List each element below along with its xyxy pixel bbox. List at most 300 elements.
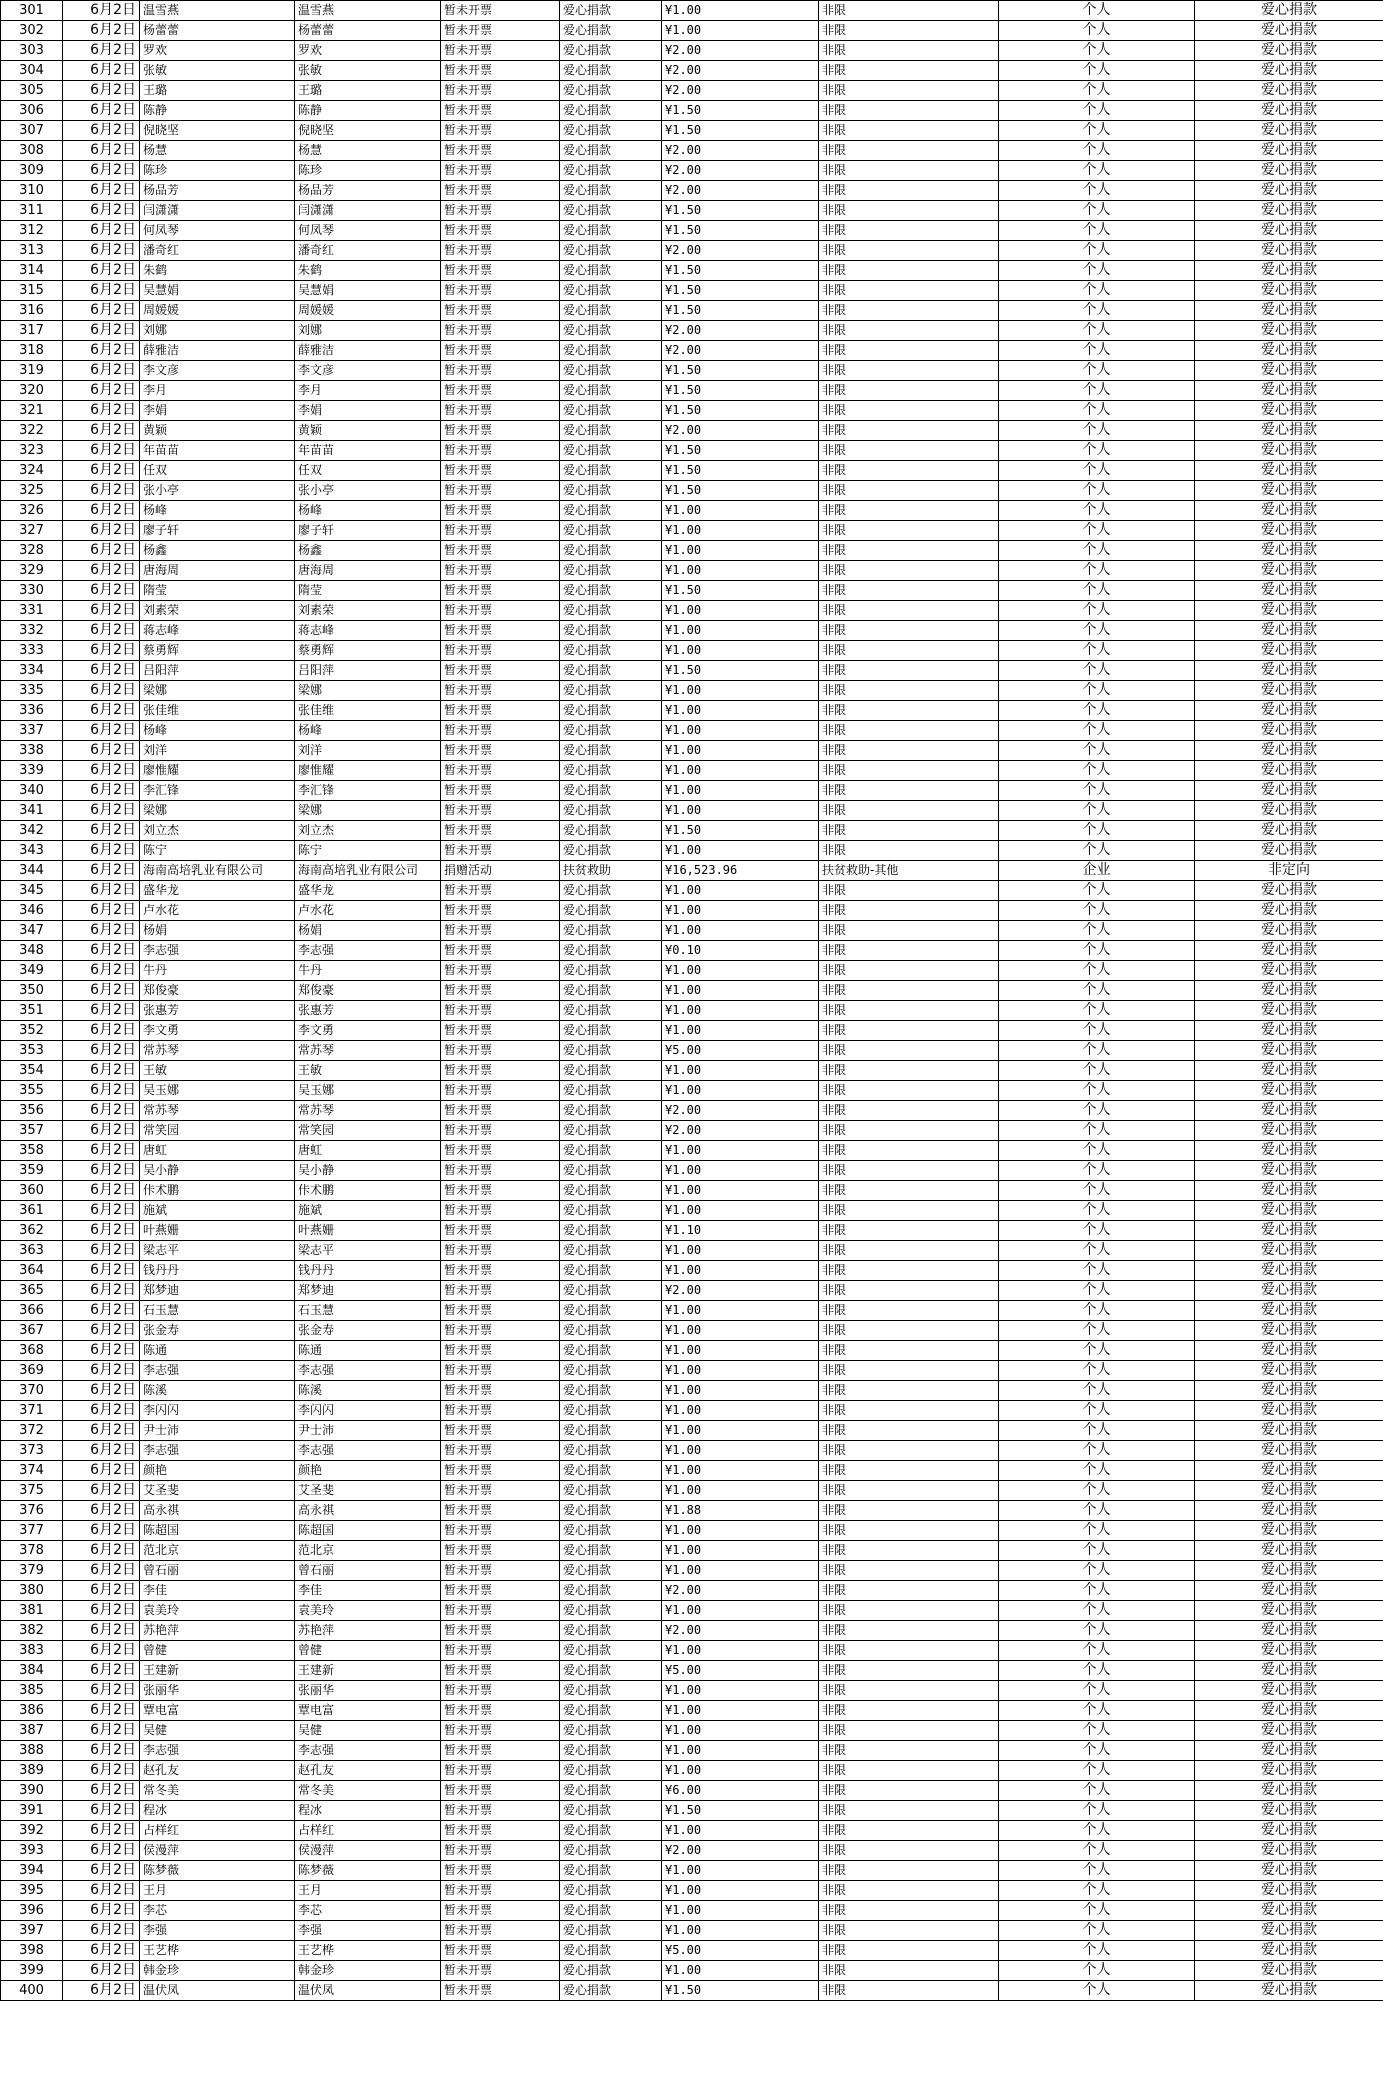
- date-cell: 6月2日: [63, 261, 140, 281]
- purpose-cell: 爱心捐款: [1195, 261, 1383, 281]
- invoice-status-cell: 暂未开票: [441, 581, 560, 601]
- payer-name-cell: 佧术鹏: [295, 1181, 441, 1201]
- row-number-cell: 351: [1, 1001, 63, 1021]
- restriction-cell: 非限: [819, 381, 999, 401]
- invoice-status-cell: 暂未开票: [441, 1561, 560, 1581]
- date-cell: 6月2日: [63, 961, 140, 981]
- purpose-cell: 爱心捐款: [1195, 701, 1383, 721]
- restriction-cell: 非限: [819, 41, 999, 61]
- amount-cell: ¥1.00: [662, 701, 819, 721]
- table-row: [1, 481, 1383, 501]
- invoice-status-cell: 暂未开票: [441, 1921, 560, 1941]
- purpose-cell: 爱心捐款: [1195, 621, 1383, 641]
- purpose-cell: 爱心捐款: [1195, 1801, 1383, 1821]
- table-row: [1, 1381, 1383, 1401]
- donation-category-cell: 爱心捐款: [560, 901, 662, 921]
- donation-category-cell: 爱心捐款: [560, 1541, 662, 1561]
- amount-cell: ¥1.00: [662, 1961, 819, 1981]
- restriction-cell: 非限: [819, 1701, 999, 1721]
- donation-category-cell: 爱心捐款: [560, 921, 662, 941]
- purpose-cell: 爱心捐款: [1195, 1721, 1383, 1741]
- row-number-cell: 384: [1, 1661, 63, 1681]
- purpose-cell: 爱心捐款: [1195, 1421, 1383, 1441]
- row-number-cell: 385: [1, 1681, 63, 1701]
- table-row: [1, 1541, 1383, 1561]
- date-cell: 6月2日: [63, 1501, 140, 1521]
- donor-name-cell: 郑俊豪: [140, 981, 295, 1001]
- table-row: [1, 1501, 1383, 1521]
- restriction-cell: 非限: [819, 661, 999, 681]
- table-row: [1, 81, 1383, 101]
- date-cell: 6月2日: [63, 1701, 140, 1721]
- purpose-cell: 爱心捐款: [1195, 1401, 1383, 1421]
- restriction-cell: 非限: [819, 781, 999, 801]
- purpose-cell: 爱心捐款: [1195, 1701, 1383, 1721]
- restriction-cell: 非限: [819, 681, 999, 701]
- donor-name-cell: 张敏: [140, 61, 295, 81]
- invoice-status-cell: 暂未开票: [441, 1961, 560, 1981]
- date-cell: 6月2日: [63, 861, 140, 881]
- donation-category-cell: 爱心捐款: [560, 581, 662, 601]
- table-row: [1, 321, 1383, 341]
- row-number-cell: 318: [1, 341, 63, 361]
- donation-category-cell: 爱心捐款: [560, 1121, 662, 1141]
- donor-name-cell: 侯漫萍: [140, 1841, 295, 1861]
- row-number-cell: 305: [1, 81, 63, 101]
- donor-name-cell: 陈通: [140, 1341, 295, 1361]
- row-number-cell: 397: [1, 1921, 63, 1941]
- restriction-cell: 非限: [819, 1781, 999, 1801]
- payer-name-cell: 李志强: [295, 1361, 441, 1381]
- donation-category-cell: 爱心捐款: [560, 41, 662, 61]
- row-number-cell: 386: [1, 1701, 63, 1721]
- restriction-cell: 非限: [819, 421, 999, 441]
- payer-name-cell: 李汇锋: [295, 781, 441, 801]
- restriction-cell: 非限: [819, 1361, 999, 1381]
- payer-name-cell: 常冬美: [295, 1781, 441, 1801]
- row-number-cell: 316: [1, 301, 63, 321]
- row-number-cell: 399: [1, 1961, 63, 1981]
- donor-type-cell: 个人: [999, 881, 1195, 901]
- invoice-status-cell: 暂未开票: [441, 1581, 560, 1601]
- invoice-status-cell: 暂未开票: [441, 641, 560, 661]
- donation-category-cell: 爱心捐款: [560, 1221, 662, 1241]
- purpose-cell: 爱心捐款: [1195, 481, 1383, 501]
- purpose-cell: 爱心捐款: [1195, 241, 1383, 261]
- payer-name-cell: 唐虹: [295, 1141, 441, 1161]
- invoice-status-cell: 暂未开票: [441, 281, 560, 301]
- donor-name-cell: 陈静: [140, 101, 295, 121]
- purpose-cell: 爱心捐款: [1195, 1601, 1383, 1621]
- amount-cell: ¥1.00: [662, 721, 819, 741]
- donor-type-cell: 个人: [999, 1761, 1195, 1781]
- invoice-status-cell: 暂未开票: [441, 1701, 560, 1721]
- table-row: [1, 701, 1383, 721]
- invoice-status-cell: 暂未开票: [441, 921, 560, 941]
- row-number-cell: 308: [1, 141, 63, 161]
- row-number-cell: 354: [1, 1061, 63, 1081]
- amount-cell: ¥1.00: [662, 681, 819, 701]
- date-cell: 6月2日: [63, 621, 140, 641]
- payer-name-cell: 陈静: [295, 101, 441, 121]
- table-row: [1, 661, 1383, 681]
- restriction-cell: 非限: [819, 1521, 999, 1541]
- date-cell: 6月2日: [63, 1061, 140, 1081]
- restriction-cell: 非限: [819, 221, 999, 241]
- payer-name-cell: 黄颖: [295, 421, 441, 441]
- row-number-cell: 381: [1, 1601, 63, 1621]
- date-cell: 6月2日: [63, 761, 140, 781]
- donation-category-cell: 爱心捐款: [560, 681, 662, 701]
- row-number-cell: 321: [1, 401, 63, 421]
- donation-category-cell: 爱心捐款: [560, 1001, 662, 1021]
- table-row: [1, 1101, 1383, 1121]
- purpose-cell: 爱心捐款: [1195, 1561, 1383, 1581]
- row-number-cell: 331: [1, 601, 63, 621]
- amount-cell: ¥2.00: [662, 61, 819, 81]
- invoice-status-cell: 暂未开票: [441, 1421, 560, 1441]
- date-cell: 6月2日: [63, 941, 140, 961]
- invoice-status-cell: 暂未开票: [441, 1861, 560, 1881]
- donor-name-cell: 朱鹤: [140, 261, 295, 281]
- purpose-cell: 爱心捐款: [1195, 1321, 1383, 1341]
- table-row: [1, 381, 1383, 401]
- date-cell: 6月2日: [63, 101, 140, 121]
- purpose-cell: 爱心捐款: [1195, 501, 1383, 521]
- table-row: [1, 1161, 1383, 1181]
- donor-type-cell: 个人: [999, 621, 1195, 641]
- date-cell: 6月2日: [63, 1661, 140, 1681]
- date-cell: 6月2日: [63, 141, 140, 161]
- restriction-cell: 非限: [819, 1, 999, 21]
- date-cell: 6月2日: [63, 601, 140, 621]
- donation-category-cell: 爱心捐款: [560, 881, 662, 901]
- purpose-cell: 爱心捐款: [1195, 601, 1383, 621]
- date-cell: 6月2日: [63, 441, 140, 461]
- donor-type-cell: 个人: [999, 481, 1195, 501]
- row-number-cell: 355: [1, 1081, 63, 1101]
- restriction-cell: 非限: [819, 1621, 999, 1641]
- invoice-status-cell: 暂未开票: [441, 461, 560, 481]
- table-row: [1, 281, 1383, 301]
- donor-type-cell: 个人: [999, 1901, 1195, 1921]
- payer-name-cell: 李月: [295, 381, 441, 401]
- donor-name-cell: 曾石丽: [140, 1561, 295, 1581]
- donor-name-cell: 闫潇潇: [140, 201, 295, 221]
- donation-category-cell: 爱心捐款: [560, 1561, 662, 1581]
- invoice-status-cell: 暂未开票: [441, 81, 560, 101]
- restriction-cell: 非限: [819, 1121, 999, 1141]
- donor-name-cell: 高永祺: [140, 1501, 295, 1521]
- purpose-cell: 爱心捐款: [1195, 21, 1383, 41]
- payer-name-cell: 温雪燕: [295, 1, 441, 21]
- date-cell: 6月2日: [63, 541, 140, 561]
- row-number-cell: 323: [1, 441, 63, 461]
- table-row: [1, 1061, 1383, 1081]
- row-number-cell: 360: [1, 1181, 63, 1201]
- purpose-cell: 爱心捐款: [1195, 521, 1383, 541]
- donor-name-cell: 温伏凤: [140, 1981, 295, 2001]
- amount-cell: ¥1.00: [662, 981, 819, 1001]
- donor-type-cell: 个人: [999, 1921, 1195, 1941]
- amount-cell: ¥1.50: [662, 1981, 819, 2001]
- donor-name-cell: 赵孔友: [140, 1761, 295, 1781]
- donor-type-cell: 个人: [999, 1301, 1195, 1321]
- payer-name-cell: 盛华龙: [295, 881, 441, 901]
- donor-type-cell: 个人: [999, 1081, 1195, 1101]
- donor-type-cell: 个人: [999, 1841, 1195, 1861]
- row-number-cell: 340: [1, 781, 63, 801]
- invoice-status-cell: 暂未开票: [441, 1621, 560, 1641]
- amount-cell: ¥1.00: [662, 741, 819, 761]
- restriction-cell: 非限: [819, 1881, 999, 1901]
- payer-name-cell: 李芯: [295, 1901, 441, 1921]
- purpose-cell: 爱心捐款: [1195, 1821, 1383, 1841]
- table-row: [1, 1961, 1383, 1981]
- amount-cell: ¥1.00: [662, 1441, 819, 1461]
- restriction-cell: 非限: [819, 981, 999, 1001]
- donor-type-cell: 个人: [999, 1781, 1195, 1801]
- purpose-cell: 爱心捐款: [1195, 1341, 1383, 1361]
- donor-name-cell: 曾健: [140, 1641, 295, 1661]
- row-number-cell: 358: [1, 1141, 63, 1161]
- purpose-cell: 爱心捐款: [1195, 1921, 1383, 1941]
- donor-name-cell: 吴慧娟: [140, 281, 295, 301]
- restriction-cell: 非限: [819, 81, 999, 101]
- donation-category-cell: 爱心捐款: [560, 181, 662, 201]
- donation-category-cell: 爱心捐款: [560, 1921, 662, 1941]
- donation-category-cell: 爱心捐款: [560, 1801, 662, 1821]
- amount-cell: ¥1.00: [662, 1821, 819, 1841]
- invoice-status-cell: 暂未开票: [441, 1041, 560, 1061]
- invoice-status-cell: 暂未开票: [441, 1881, 560, 1901]
- donor-type-cell: 个人: [999, 301, 1195, 321]
- donor-type-cell: 个人: [999, 341, 1195, 361]
- invoice-status-cell: 暂未开票: [441, 961, 560, 981]
- donation-category-cell: 爱心捐款: [560, 1481, 662, 1501]
- invoice-status-cell: 暂未开票: [441, 1, 560, 21]
- date-cell: 6月2日: [63, 1781, 140, 1801]
- date-cell: 6月2日: [63, 301, 140, 321]
- date-cell: 6月2日: [63, 701, 140, 721]
- date-cell: 6月2日: [63, 561, 140, 581]
- donor-name-cell: 钱丹丹: [140, 1261, 295, 1281]
- restriction-cell: 非限: [819, 1001, 999, 1021]
- donation-category-cell: 爱心捐款: [560, 121, 662, 141]
- donation-category-cell: 爱心捐款: [560, 1281, 662, 1301]
- donation-category-cell: 爱心捐款: [560, 1521, 662, 1541]
- invoice-status-cell: 暂未开票: [441, 621, 560, 641]
- invoice-status-cell: 暂未开票: [441, 1521, 560, 1541]
- amount-cell: ¥1.00: [662, 1461, 819, 1481]
- purpose-cell: 爱心捐款: [1195, 1041, 1383, 1061]
- payer-name-cell: 刘娜: [295, 321, 441, 341]
- donor-type-cell: 个人: [999, 21, 1195, 41]
- amount-cell: ¥2.00: [662, 241, 819, 261]
- donor-name-cell: 倪晓坚: [140, 121, 295, 141]
- donor-type-cell: 个人: [999, 201, 1195, 221]
- date-cell: 6月2日: [63, 1421, 140, 1441]
- purpose-cell: 爱心捐款: [1195, 221, 1383, 241]
- date-cell: 6月2日: [63, 981, 140, 1001]
- row-number-cell: 341: [1, 801, 63, 821]
- restriction-cell: 非限: [819, 1981, 999, 2001]
- amount-cell: ¥1.00: [662, 841, 819, 861]
- donor-type-cell: 个人: [999, 1421, 1195, 1441]
- date-cell: 6月2日: [63, 1241, 140, 1261]
- donor-name-cell: 李文彦: [140, 361, 295, 381]
- row-number-cell: 392: [1, 1821, 63, 1841]
- row-number-cell: 387: [1, 1721, 63, 1741]
- amount-cell: ¥1.50: [662, 121, 819, 141]
- restriction-cell: 非限: [819, 121, 999, 141]
- payer-name-cell: 倪晓坚: [295, 121, 441, 141]
- date-cell: 6月2日: [63, 901, 140, 921]
- donor-type-cell: 个人: [999, 221, 1195, 241]
- amount-cell: ¥1.00: [662, 641, 819, 661]
- payer-name-cell: 张惠芳: [295, 1001, 441, 1021]
- payer-name-cell: 李志强: [295, 1741, 441, 1761]
- payer-name-cell: 罗欢: [295, 41, 441, 61]
- purpose-cell: 爱心捐款: [1195, 1261, 1383, 1281]
- payer-name-cell: 闫潇潇: [295, 201, 441, 221]
- date-cell: 6月2日: [63, 121, 140, 141]
- purpose-cell: 爱心捐款: [1195, 841, 1383, 861]
- invoice-status-cell: 暂未开票: [441, 1781, 560, 1801]
- row-number-cell: 317: [1, 321, 63, 341]
- purpose-cell: 爱心捐款: [1195, 101, 1383, 121]
- invoice-status-cell: 暂未开票: [441, 481, 560, 501]
- table-row: [1, 241, 1383, 261]
- purpose-cell: 非定向: [1195, 861, 1383, 881]
- donor-name-cell: 隋莹: [140, 581, 295, 601]
- purpose-cell: 爱心捐款: [1195, 761, 1383, 781]
- invoice-status-cell: 暂未开票: [441, 1281, 560, 1301]
- donation-category-cell: 爱心捐款: [560, 1661, 662, 1681]
- invoice-status-cell: 暂未开票: [441, 1641, 560, 1661]
- donor-type-cell: 个人: [999, 921, 1195, 941]
- invoice-status-cell: 暂未开票: [441, 401, 560, 421]
- donor-type-cell: 个人: [999, 1441, 1195, 1461]
- donor-name-cell: 盛华龙: [140, 881, 295, 901]
- date-cell: 6月2日: [63, 1741, 140, 1761]
- purpose-cell: 爱心捐款: [1195, 661, 1383, 681]
- donor-type-cell: 个人: [999, 1881, 1195, 1901]
- payer-name-cell: 潘奇红: [295, 241, 441, 261]
- donor-type-cell: 个人: [999, 1121, 1195, 1141]
- table-row: [1, 361, 1383, 381]
- donation-category-cell: 爱心捐款: [560, 21, 662, 41]
- amount-cell: ¥1.00: [662, 801, 819, 821]
- table-row: [1, 1421, 1383, 1441]
- table-row: [1, 301, 1383, 321]
- row-number-cell: 377: [1, 1521, 63, 1541]
- donor-name-cell: 杨慧: [140, 141, 295, 161]
- donation-category-cell: 爱心捐款: [560, 1621, 662, 1641]
- date-cell: 6月2日: [63, 1901, 140, 1921]
- date-cell: 6月2日: [63, 581, 140, 601]
- row-number-cell: 393: [1, 1841, 63, 1861]
- donation-category-cell: 爱心捐款: [560, 481, 662, 501]
- purpose-cell: 爱心捐款: [1195, 1861, 1383, 1881]
- purpose-cell: 爱心捐款: [1195, 941, 1383, 961]
- donor-name-cell: 张佳维: [140, 701, 295, 721]
- payer-name-cell: 张丽华: [295, 1681, 441, 1701]
- donor-type-cell: 个人: [999, 1541, 1195, 1561]
- invoice-status-cell: 暂未开票: [441, 981, 560, 1001]
- amount-cell: ¥2.00: [662, 141, 819, 161]
- donor-type-cell: 个人: [999, 161, 1195, 181]
- restriction-cell: 非限: [819, 441, 999, 461]
- date-cell: 6月2日: [63, 1881, 140, 1901]
- donor-name-cell: 杨蕾蕾: [140, 21, 295, 41]
- payer-name-cell: 占样红: [295, 1821, 441, 1841]
- donor-name-cell: 李志强: [140, 1361, 295, 1381]
- amount-cell: ¥1.50: [662, 461, 819, 481]
- purpose-cell: 爱心捐款: [1195, 361, 1383, 381]
- amount-cell: ¥1.00: [662, 1081, 819, 1101]
- donor-type-cell: 个人: [999, 1941, 1195, 1961]
- date-cell: 6月2日: [63, 521, 140, 541]
- table-row: [1, 401, 1383, 421]
- row-number-cell: 356: [1, 1101, 63, 1121]
- donor-name-cell: 唐海周: [140, 561, 295, 581]
- donor-name-cell: 张惠芳: [140, 1001, 295, 1021]
- donor-type-cell: 个人: [999, 941, 1195, 961]
- table-row: [1, 521, 1383, 541]
- row-number-cell: 306: [1, 101, 63, 121]
- purpose-cell: 爱心捐款: [1195, 1541, 1383, 1561]
- row-number-cell: 388: [1, 1741, 63, 1761]
- payer-name-cell: 梁志平: [295, 1241, 441, 1261]
- payer-name-cell: 王璐: [295, 81, 441, 101]
- amount-cell: ¥1.10: [662, 1221, 819, 1241]
- purpose-cell: 爱心捐款: [1195, 561, 1383, 581]
- invoice-status-cell: 暂未开票: [441, 1081, 560, 1101]
- donor-type-cell: 个人: [999, 1721, 1195, 1741]
- date-cell: 6月2日: [63, 281, 140, 301]
- purpose-cell: 爱心捐款: [1195, 1101, 1383, 1121]
- donation-category-cell: 爱心捐款: [560, 401, 662, 421]
- amount-cell: ¥1.50: [662, 381, 819, 401]
- payer-name-cell: 袁美玲: [295, 1601, 441, 1621]
- payer-name-cell: 李志强: [295, 1441, 441, 1461]
- table-row: [1, 841, 1383, 861]
- date-cell: 6月2日: [63, 21, 140, 41]
- donation-category-cell: 爱心捐款: [560, 1261, 662, 1281]
- payer-name-cell: 陈溪: [295, 1381, 441, 1401]
- purpose-cell: 爱心捐款: [1195, 1761, 1383, 1781]
- donor-type-cell: 个人: [999, 841, 1195, 861]
- restriction-cell: 非限: [819, 1041, 999, 1061]
- donor-type-cell: 个人: [999, 401, 1195, 421]
- purpose-cell: 爱心捐款: [1195, 1501, 1383, 1521]
- row-number-cell: 343: [1, 841, 63, 861]
- donor-name-cell: 张小亭: [140, 481, 295, 501]
- date-cell: 6月2日: [63, 1041, 140, 1061]
- donor-type-cell: 个人: [999, 561, 1195, 581]
- donation-category-cell: 爱心捐款: [560, 941, 662, 961]
- table-row: [1, 981, 1383, 1001]
- table-row: [1, 1221, 1383, 1241]
- restriction-cell: 非限: [819, 1441, 999, 1461]
- purpose-cell: 爱心捐款: [1195, 1681, 1383, 1701]
- purpose-cell: 爱心捐款: [1195, 901, 1383, 921]
- date-cell: 6月2日: [63, 1721, 140, 1741]
- invoice-status-cell: 暂未开票: [441, 601, 560, 621]
- restriction-cell: 非限: [819, 1461, 999, 1481]
- payer-name-cell: 朱鹤: [295, 261, 441, 281]
